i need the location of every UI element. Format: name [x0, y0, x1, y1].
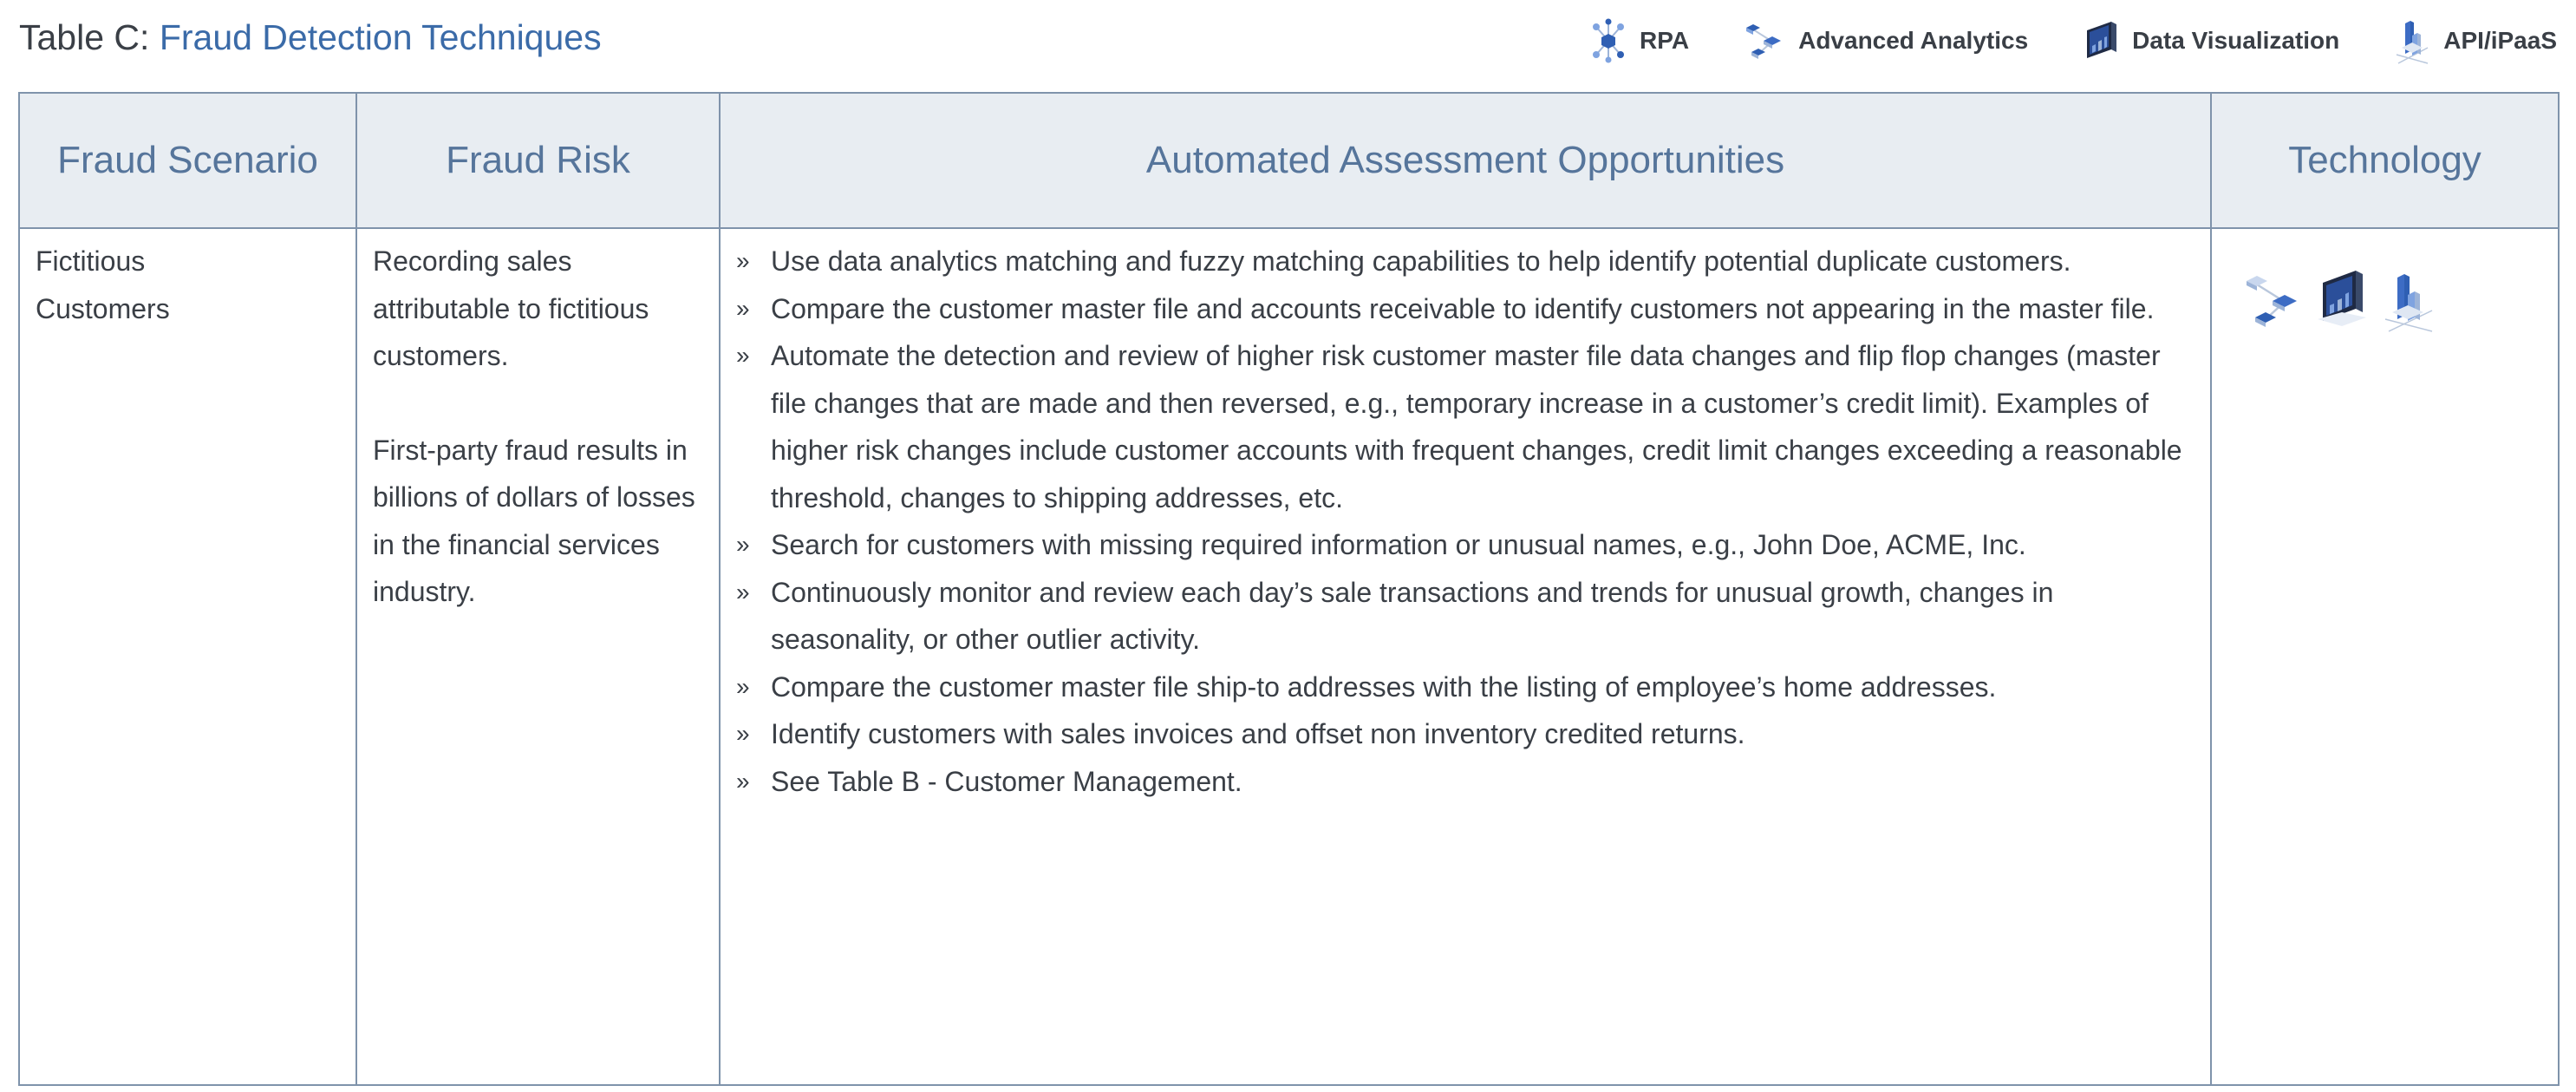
table-header-row [19, 93, 2559, 228]
legend-item-rpa [1589, 18, 1689, 63]
fraud-risk-cell [356, 228, 720, 1085]
column-header-fraud-scenario: Fraud Scenario [19, 93, 356, 228]
fraud-scenario-text: Fictitious Customers [36, 245, 170, 324]
opportunity-text: Search for customers with missing required information or unusual names, e.g., John Doe, ACME, Inc. [771, 529, 2026, 560]
data-visualization-icon [2316, 269, 2370, 326]
opportunity-text: Compare the customer master file and accounts receivable to identify customers not appearing in the master file. [771, 292, 2155, 324]
technology-legend [1589, 12, 2557, 69]
opportunities-cell [720, 228, 2211, 1085]
advanced-analytics-icon [2243, 269, 2304, 331]
fraud-risk-paragraph: First-party fraud results in billions of dollars of losses in the financial services industry. [373, 434, 695, 607]
title-prefix: Table C: [19, 17, 160, 57]
bullet-icon: » [736, 342, 750, 369]
fraud-risk-paragraph: Recording sales attributable to fictitious customers. [373, 245, 649, 371]
bullet-icon: » [736, 247, 750, 274]
opportunity-text: Compare the customer master file ship-to addresses with the listing of employee’s home addresses. [771, 670, 1997, 703]
bullet-icon: » [736, 720, 750, 747]
legend-label: Data Visualization [2132, 27, 2340, 54]
list-item [736, 710, 2189, 758]
api-ipaas-icon [2393, 16, 2431, 65]
data-visualization-icon [2082, 20, 2120, 62]
page-title [19, 16, 602, 59]
bullet-icon: » [736, 578, 750, 605]
list-item [736, 332, 2189, 521]
legend-item-data-visualization [2082, 20, 2339, 62]
fraud-scenario-cell [19, 228, 356, 1085]
list-item [736, 758, 2189, 806]
list-item [736, 664, 2189, 711]
opportunity-text: Automate the detection and review of higher risk customer master file data changes and flip flop changes (master file changes that are made and then reversed, e.g., temporary increase in a customer’s credit limit). Examples of higher risk changes include customer accounts with frequent changes, credit limit changes exceeding a reasonable threshold, changes to shipping addresses, etc. [771, 340, 2182, 513]
list-item [736, 285, 2189, 333]
bullet-icon: » [736, 294, 750, 322]
bullet-icon: » [736, 672, 750, 700]
opportunity-text: Continuously monitor and review each day’s sale transactions and trends for unusual growth, changes in seasonality, or other outlier activity. [771, 576, 2054, 655]
opportunities-list [736, 238, 2189, 805]
list-item [736, 521, 2189, 569]
opportunity-text: Identify customers with sales invoices and offset non inventory credited returns. [771, 718, 1745, 749]
column-header-fraud-risk: Fraud Risk [356, 93, 720, 228]
list-item [736, 569, 2189, 664]
opportunity-text: Use data analytics matching and fuzzy matching capabilities to help identify potential duplicate customers. [771, 245, 2071, 277]
api-ipaas-icon [2382, 269, 2436, 333]
advanced-analytics-icon [1743, 19, 1786, 62]
table-row [19, 228, 2559, 1085]
legend-item-advanced-analytics [1743, 19, 2028, 62]
bullet-icon: » [736, 531, 750, 558]
rpa-icon [1589, 18, 1627, 63]
technology-icons [2227, 238, 2542, 333]
column-header-technology: Technology [2211, 93, 2559, 228]
legend-label: Advanced Analytics [1798, 27, 2029, 54]
legend-label: API/iPaaS [2443, 27, 2557, 54]
opportunity-text: See Table B - Customer Management. [771, 765, 1242, 797]
list-item [736, 238, 2189, 285]
title-main: Fraud Detection Techniques [159, 17, 602, 57]
bullet-icon: » [736, 767, 750, 794]
fraud-techniques-table [18, 92, 2560, 1086]
legend-item-api-ipaas [2393, 16, 2557, 65]
column-header-automated-assessment-opportunities: Automated Assessment Opportunities [720, 93, 2211, 228]
legend-label: RPA [1640, 27, 1690, 54]
technology-cell [2211, 228, 2559, 1085]
